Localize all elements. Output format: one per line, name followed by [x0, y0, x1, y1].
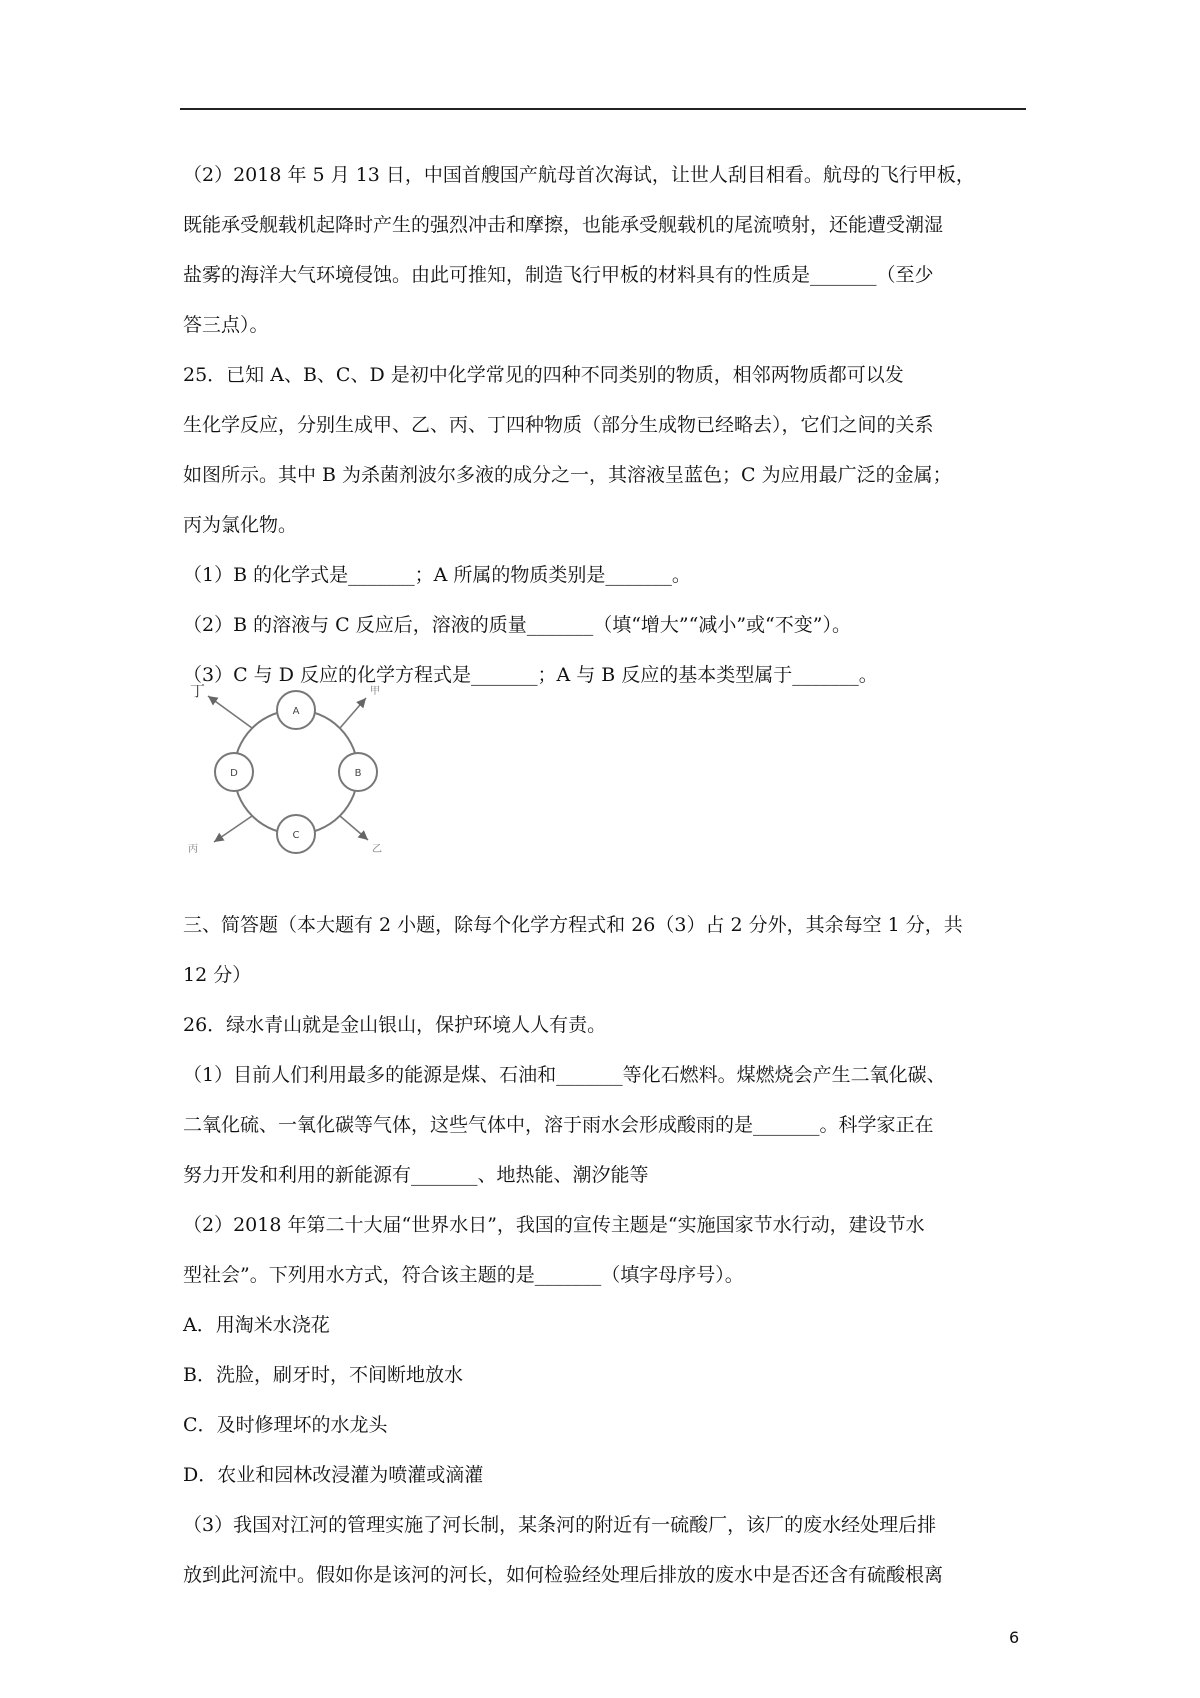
node-b-label: B: [354, 768, 362, 779]
reaction-cycle-diagram: [186, 680, 396, 855]
q25-stem-line: 丙为氯化物。: [183, 514, 298, 536]
node-c-label: C: [292, 830, 300, 841]
arrow-to-bing: [214, 816, 252, 842]
q26-part1-line: 努力开发和利用的新能源有_______、地热能、潮汐能等: [183, 1164, 649, 1186]
product-bing-label: 丙: [188, 844, 198, 855]
q26-part2-line: 型社会”。下列用水方式，符合该主题的是_______（填字母序号）。: [183, 1264, 744, 1286]
q26-option: C．及时修理坏的水龙头: [183, 1414, 388, 1436]
q24-part2-line: 既能承受舰载机起降时产生的强烈冲击和摩擦，也能承受舰载机的尾流喷射，还能遭受潮湿: [183, 214, 944, 236]
page-content: [183, 150, 1023, 1600]
product-ding-label: 丁: [190, 682, 206, 700]
q24-part2-line: （2）2018 年 5 月 13 日，中国首艘国产航母首次海试，让世人刮目相看。航母的飞行甲板，: [183, 164, 975, 186]
q26-option: D．农业和园林改浸灌为喷灌或滴灌: [183, 1464, 484, 1486]
q26-stem: 26．绿水青山就是金山银山，保护环境人人有责。: [183, 1014, 607, 1036]
reaction-cycle-figure: [186, 680, 396, 855]
section3-heading-line: 12 分）: [183, 964, 252, 986]
arrow-to-jia: [340, 698, 366, 728]
product-jia-label: 甲: [370, 686, 380, 697]
q24-part2-line: 盐雾的海洋大气环境侵蚀。由此可推知，制造飞行甲板的材料具有的性质是_______（至少: [183, 264, 934, 286]
section3-heading-line: 三、简答题（本大题有 2 小题，除每个化学方程式和 26（3）占 2 分外，其余每空 1 分，共: [183, 914, 963, 936]
product-yi-label: 乙: [372, 844, 382, 855]
header-rule: [180, 108, 1026, 110]
node-a-label: A: [292, 706, 300, 717]
q26-option: A．用淘米水浇花: [183, 1314, 330, 1336]
q25-part: （2）B 的溶液与 C 反应后，溶液的质量_______（填“增大”“减小”或“不变”）。: [183, 614, 851, 636]
q26-part3-line: （3）我国对江河的管理实施了河长制，某条河的附近有一硫酸厂，该厂的废水经处理后排: [183, 1514, 937, 1536]
q25-part: （1）B 的化学式是_______；A 所属的物质类别是_______。: [183, 564, 691, 586]
q24-part2-line: 答三点）。: [183, 314, 269, 336]
q26-part2-line: （2）2018 年第二十大届“世界水日”，我国的宣传主题是“实施国家节水行动，建设节水: [183, 1214, 925, 1236]
q26-part3-line: 放到此河流中。假如你是该河的河长，如何检验经处理后排放的废水中是否还含有硫酸根离: [183, 1564, 944, 1586]
q26-part1-line: （1）目前人们利用最多的能源是煤、石油和_______等化石燃料。煤燃烧会产生二氧化碳、: [183, 1064, 946, 1086]
node-d-label: D: [230, 768, 238, 779]
arrow-to-ding: [208, 696, 252, 728]
q26-option: B．洗脸，刷牙时，不间断地放水: [183, 1364, 463, 1386]
q25-stem-line: 25．已知 A、B、C、D 是初中化学常见的四种不同类别的物质，相邻两物质都可以发: [183, 364, 904, 386]
page-number: 6: [1009, 1628, 1020, 1647]
q25-part: （3）C 与 D 反应的化学方程式是_______；A 与 B 反应的基本类型属于_______。: [183, 664, 878, 686]
arrow-to-yi: [340, 816, 368, 840]
q25-stem-line: 如图所示。其中 B 为杀菌剂波尔多液的成分之一，其溶液呈蓝色；C 为应用最广泛的金属；: [183, 464, 952, 486]
q25-stem-line: 生化学反应，分别生成甲、乙、丙、丁四种物质（部分生成物已经略去），它们之间的关系: [183, 414, 934, 436]
q26-part1-line: 二氧化硫、一氧化碳等气体，这些气体中，溶于雨水会形成酸雨的是_______。科学家正在: [183, 1114, 934, 1136]
